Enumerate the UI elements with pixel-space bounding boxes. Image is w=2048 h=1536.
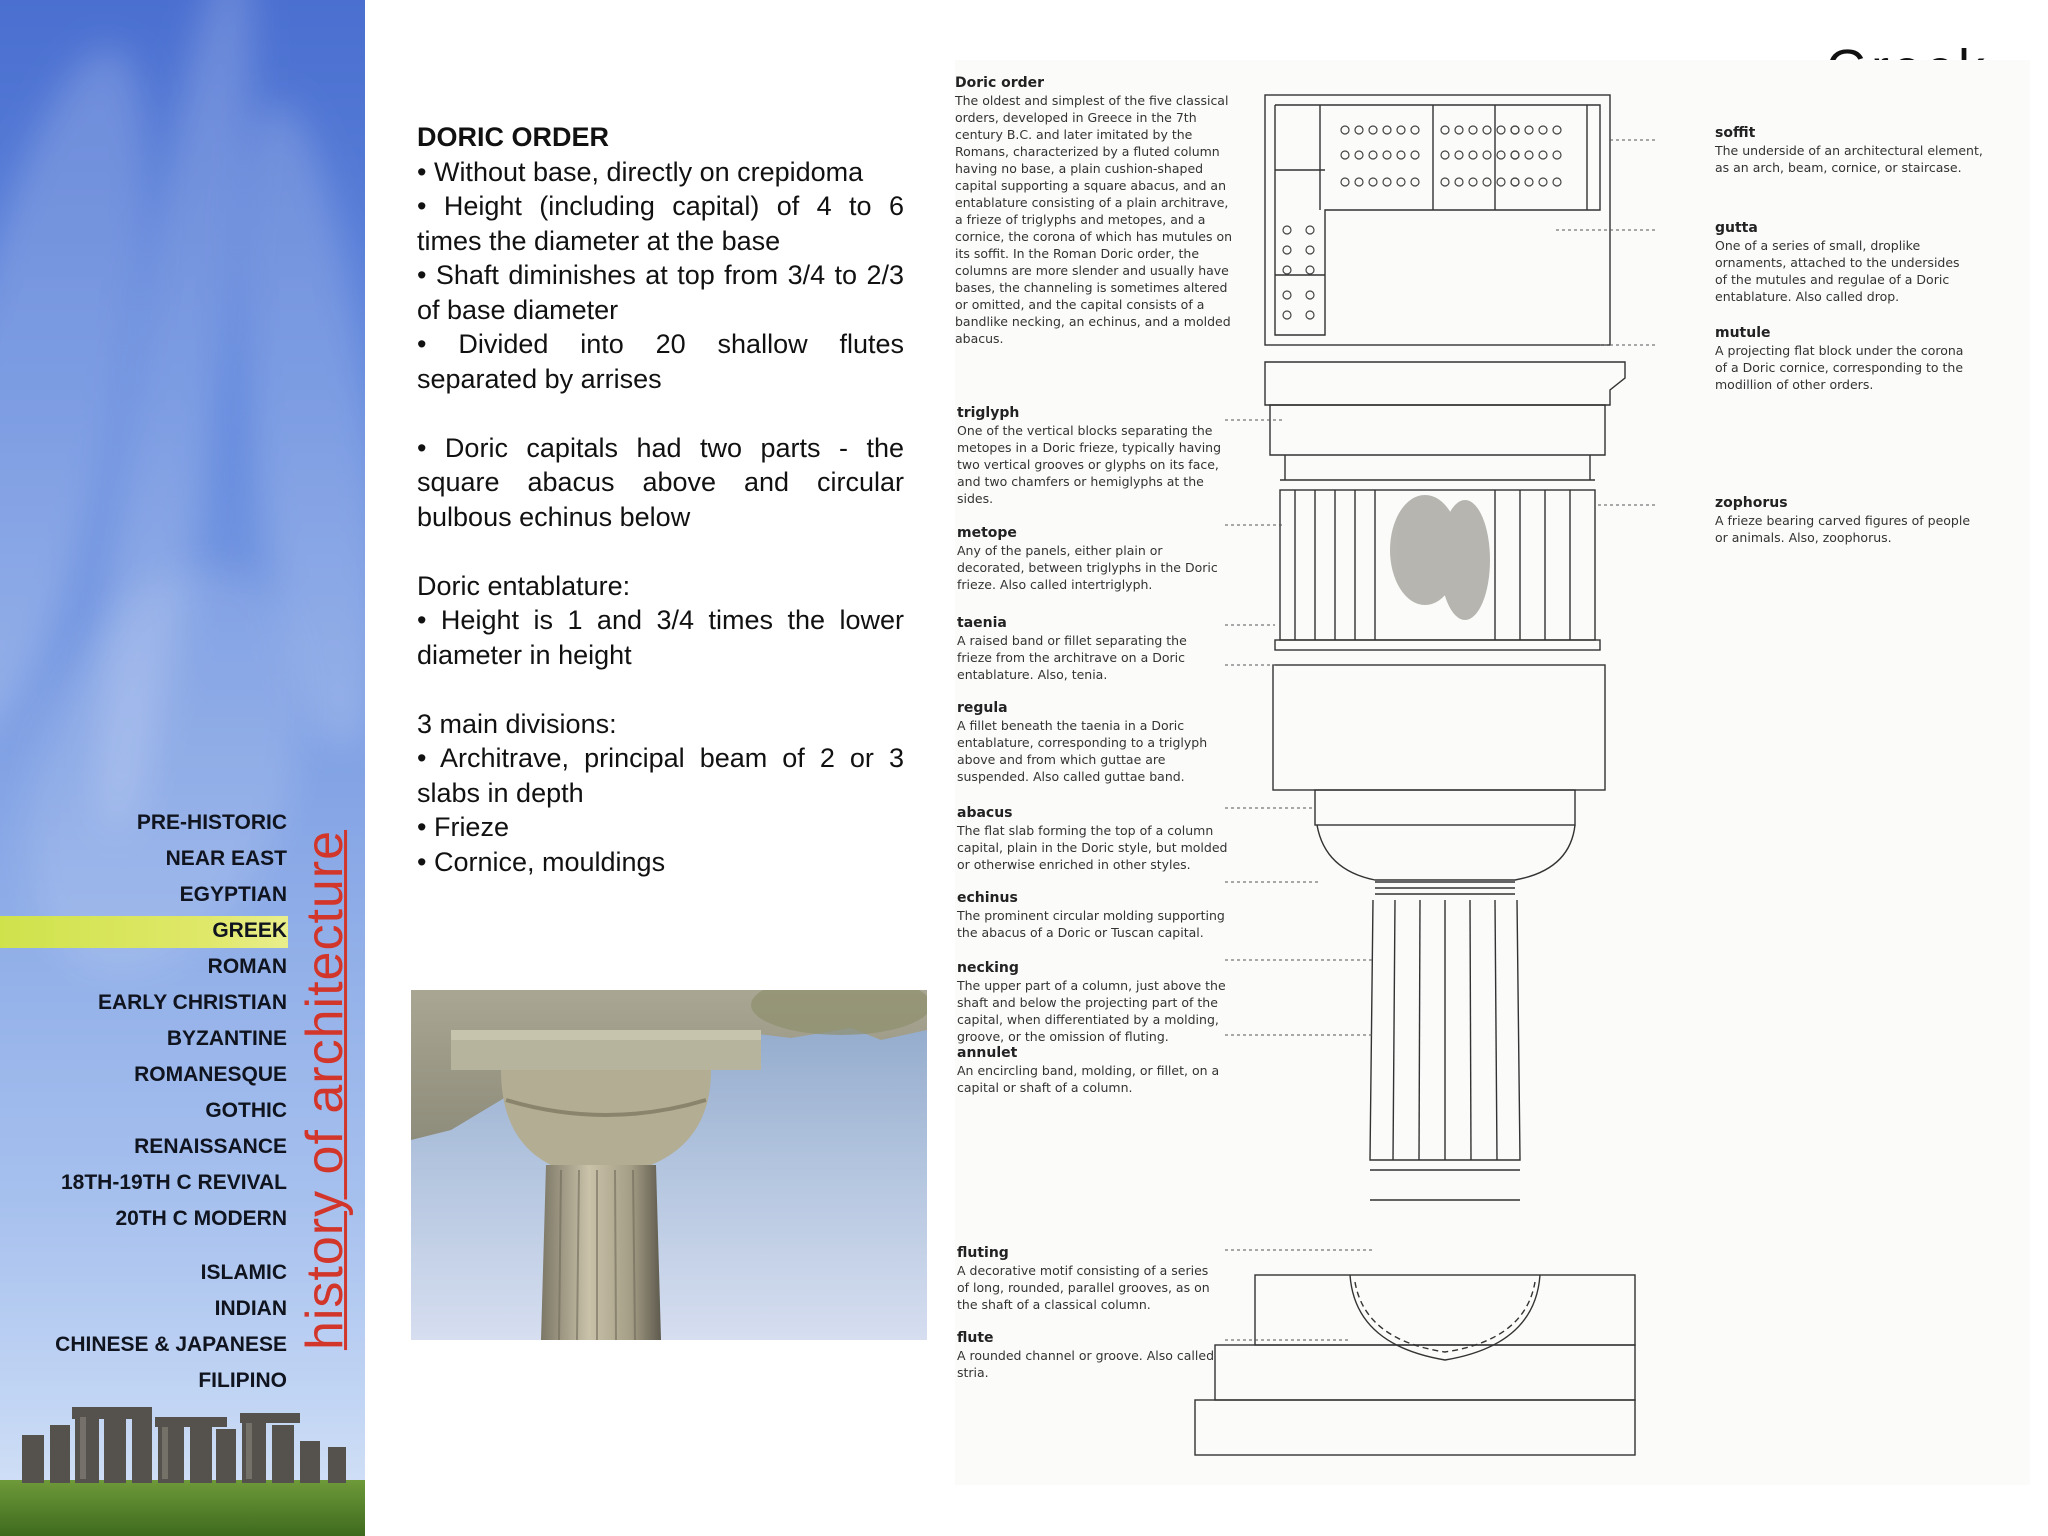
gutta-dot [1441,126,1449,134]
diagram-definition-line: The underside of an architectural element, [1715,143,1983,158]
gutta-dot [1306,291,1314,299]
diagram-definition-line: sides. [957,491,994,506]
nav-item-chinese-japanese[interactable]: CHINESE & JAPANESE [55,1333,287,1356]
diagram-definition-line: of the mutules and regulae of a Doric [1715,272,1950,287]
gutta-dot [1306,266,1314,274]
nav-item-islamic[interactable]: ISLAMIC [200,1261,287,1284]
diagram-definition-line: the abacus of a Doric or Tuscan capital. [957,925,1204,940]
diagram-term: necking [957,960,1019,976]
diagram-term: taenia [957,615,1007,631]
diagram-definition-line: of long, rounded, parallel grooves, as on [957,1280,1210,1295]
nav-item-romanesque[interactable]: ROMANESQUE [134,1063,287,1086]
diagram-term: soffit [1715,125,1756,141]
term-echinus [957,890,1237,941]
diagram-definition-line: A raised band or fillet separating the [957,633,1187,648]
diagram-definition-line: abacus. [955,331,1004,346]
bullet-item: • Without base, directly on crepidoma [417,156,864,187]
gutta-dot [1283,311,1291,319]
diagram-definition-line: The upper part of a column, just above the [957,978,1226,993]
diagram-definition-line: A rounded channel or groove. Also called [957,1348,1215,1363]
diagram-definition-line: One of the vertical blocks separating the [957,423,1213,438]
gutta-dot [1469,178,1477,186]
diagram-definition-line: a frieze of triglyphs and metopes, and a [955,212,1206,227]
gutta-dot [1469,151,1477,159]
diagram-definition-line: bandlike necking, an echinus, and a molded [955,314,1231,329]
diagram-definition-line: The prominent circular molding supporting [957,908,1225,923]
diagram-term: regula [957,700,1008,716]
sidebar [0,0,365,1536]
history-of-architecture-title [290,780,360,1400]
diagram-definition-line: capital or shaft of a column. [957,1080,1133,1095]
diagram-definition-line: having no base, a plain cushion-shaped [955,161,1204,176]
gutta-dot [1283,291,1291,299]
diagram-definition-line: modillion of other orders. [1715,377,1874,392]
gutta-dot [1483,178,1491,186]
diagram-term: metope [957,525,1017,541]
diagram-definition-line: entablature. Also, tenia. [957,667,1108,682]
gutta-dot [1411,151,1419,159]
nav-item-byzantine[interactable]: BYZANTINE [166,1027,287,1050]
gutta-dot [1283,246,1291,254]
diagram-term: mutule [1715,325,1771,341]
term-taenia [957,615,1237,683]
nav-item-filipino[interactable]: FILIPINO [198,1369,287,1392]
diagram-term: fluting [957,1245,1009,1261]
term-necking [957,960,1237,1045]
gutta-dot [1369,126,1377,134]
diagram-definition-line: A decorative motif consisting of a series [957,1263,1209,1278]
term-metope [957,525,1237,593]
gutta-dot [1525,151,1533,159]
gutta-dot [1525,178,1533,186]
gutta-dot [1511,178,1519,186]
term-annulet [957,1045,1237,1096]
gutta-dot [1306,226,1314,234]
diagram-definition-line: capital, when differentiated by a molding, [957,1012,1219,1027]
gutta-dot [1553,178,1561,186]
diagram-definition-line: the shaft of a classical column. [957,1297,1151,1312]
gutta-dot [1455,126,1463,134]
diagram-definition-line: two vertical grooves or glyphs on its face, [957,457,1219,472]
gutta-dot [1383,151,1391,159]
gutta-dot [1539,151,1547,159]
diagram-term: triglyph [957,405,1020,421]
gutta-dot [1497,151,1505,159]
diagram-definition-line: entablature consisting of a plain architrave, [955,195,1229,210]
diagram-definition-line: One of a series of small, droplike [1715,238,1921,253]
diagram-definition-line: Romans, characterized by a fluted column [955,144,1220,159]
diagram-definition-line: century B.C. and later imitated by the [955,127,1193,142]
gutta-dot [1397,151,1405,159]
diagram-definition-line: columns are more slender and usually have [955,263,1229,278]
doric-order-diagram [955,60,2030,1485]
gutta-dot [1355,151,1363,159]
nav-separator [55,1237,287,1255]
doric-capital-photo [411,990,927,1340]
diagram-definition-line: entablature, corresponding to a triglyph [957,735,1208,750]
gutta-dot [1341,151,1349,159]
section-heading: DORIC ORDER [417,122,610,152]
gutta-dot [1355,126,1363,134]
gutta-dot [1511,151,1519,159]
gutta-dot [1369,151,1377,159]
gutta-dot [1539,126,1547,134]
gutta-dot [1483,151,1491,159]
gutta-dot [1341,178,1349,186]
diagram-definition-line: Any of the panels, either plain or [957,543,1163,558]
gutta-dot [1306,246,1314,254]
diagram-definition-line: A projecting flat block under the corona [1715,343,1964,358]
gutta-dot [1397,126,1405,134]
diagram-definition-line: A fillet beneath the taenia in a Doric [957,718,1185,733]
diagram-term: gutta [1715,220,1758,236]
diagram-definition-line: orders, developed in Greece in the 7th [955,110,1197,125]
diagram-definition-line: or otherwise enriched in other styles. [957,857,1191,872]
nav-item-greek[interactable]: GREEK [212,919,287,942]
term-triglyph [957,405,1237,507]
diagram-term: abacus [957,805,1013,821]
diagram-definition-line: frieze from the architrave on a Doric [957,650,1185,665]
diagram-definition-line: The flat slab forming the top of a column [957,823,1214,838]
diagram-definition-line: as an arch, beam, cornice, or staircase. [1715,160,1962,175]
gutta-dot [1341,126,1349,134]
diagram-definition-line: entablature. Also called drop. [1715,289,1900,304]
diagram-definition-line: The oldest and simplest of the five classical [955,93,1229,108]
gutta-dot [1511,126,1519,134]
diagram-definition-line: capital, plain in the Doric style, but molded [957,840,1228,855]
diagram-definition-line: shaft and below the projecting part of the [957,995,1218,1010]
term-fluting [957,1245,1237,1313]
diagram-definition-line: An encircling band, molding, or fillet, on a [957,1063,1220,1078]
diagram-definition-line: frieze. Also called intertriglyph. [957,577,1153,592]
vertical-title-text: history of architecture [296,829,355,1351]
nav-item-early-christian[interactable]: EARLY CHRISTIAN [97,991,287,1014]
doric-order-definition [955,75,1245,347]
diagram-definition-line: of a Doric cornice, corresponding to the [1715,360,1964,375]
diagram-definition-line: and two chamfers or hemiglyphs at the [957,474,1204,489]
gutta-dot [1283,266,1291,274]
diagram-term: flute [957,1330,994,1346]
capitals-note: • Doric capitals had two parts - the square abacus above and circular bulbous echinus below [417,432,904,532]
diagram-definition-line: stria. [957,1365,989,1380]
gutta-dot [1553,126,1561,134]
term-soffit [1715,125,2015,176]
diagram-definition-line: cornice, the corona of which has mutules on [955,229,1233,244]
diagram-definition-line: its soffit. In the Roman Doric order, the [955,246,1200,261]
gutta-dot [1553,151,1561,159]
term-mutule [1715,325,2015,393]
bullet-item: • Frieze [417,812,509,842]
gutta-dot [1411,126,1419,134]
gutta-dot [1369,178,1377,186]
bullet-item: • Height (including capital) of 4 to 6 times the diameter at the base [417,191,904,256]
gutta-dot [1525,126,1533,134]
bullet-item: • Shaft diminishes at top from 3/4 to 2/3 of base diameter [417,260,904,325]
nav-item-modern[interactable]: 20TH C MODERN [115,1207,287,1230]
nav-item-roman[interactable]: ROMAN [207,955,287,978]
entablature-note: • Height is 1 and 3/4 times the lower diameter in height [417,605,904,670]
gutta-dot [1411,178,1419,186]
gutta-dot [1483,126,1491,134]
nav-item-egyptian[interactable]: EGYPTIAN [179,883,287,906]
term-abacus [957,805,1237,873]
term-flute [957,1330,1237,1381]
gutta-dot [1355,178,1363,186]
gutta-dot [1441,178,1449,186]
doric-order-text [417,120,904,879]
diagram-definition-line: groove, or the omission of fluting. [957,1029,1169,1044]
bullet-item: • Divided into 20 shallow flutes separated by arrises [417,329,904,394]
gutta-dot [1539,178,1547,186]
entablature-label: Doric entablature: [417,570,631,601]
diagram-definition-line: above and from which guttae are [957,752,1166,767]
diagram-term: Doric order [955,75,1045,91]
gutta-dot [1469,126,1477,134]
term-zophorus [1715,495,2015,546]
bullet-item: • Cornice, mouldings [417,846,666,877]
diagram-definition-line: metopes in a Doric frieze, typically having [957,440,1222,455]
nav-item-pre-historic[interactable]: PRE-HISTORIC [136,811,287,834]
term-gutta [1715,220,2015,305]
nav-item-indian[interactable]: INDIAN [214,1297,287,1320]
nav-item-revival[interactable]: 18TH-19TH C REVIVAL [61,1171,287,1194]
nav-item-near-east[interactable]: NEAR EAST [165,847,287,870]
diagram-definition-line: decorated, between triglyphs in the Doric [957,560,1218,575]
gutta-dot [1497,126,1505,134]
bullet-item: • Architrave, principal beam of 2 or 3 slabs in depth [417,743,904,808]
gutta-dot [1306,311,1314,319]
gutta-dot [1383,178,1391,186]
diagram-definition-line: A frieze bearing carved figures of people [1715,513,1971,528]
gutta-dot [1397,178,1405,186]
nav-item-gothic[interactable]: GOTHIC [205,1099,287,1122]
gutta-dot [1283,226,1291,234]
diagram-definition-line: capital supporting a square abacus, and an [955,178,1227,193]
gutta-dot [1455,178,1463,186]
gutta-dot [1497,178,1505,186]
diagram-term: echinus [957,890,1018,906]
term-regula [957,700,1237,785]
stonehenge-image [0,1385,365,1536]
diagram-term: annulet [957,1045,1018,1061]
nav-item-renaissance[interactable]: RENAISSANCE [134,1135,287,1158]
divisions-label: 3 main divisions: [417,708,617,739]
diagram-definition-line: or animals. Also, zoophorus. [1715,530,1892,545]
gutta-dot [1383,126,1391,134]
diagram-definition-line: or omitted, and the capital consists of a [955,297,1205,312]
gutta-dot [1455,151,1463,159]
gutta-dot [1441,151,1449,159]
diagram-definition-line: ornaments, attached to the undersides [1715,255,1960,270]
diagram-term: zophorus [1715,495,1788,511]
chapter-nav [55,805,287,1399]
diagram-definition-line: suspended. Also called guttae band. [957,769,1185,784]
diagram-definition-line: bases, the channeling is sometimes altered [955,280,1228,295]
